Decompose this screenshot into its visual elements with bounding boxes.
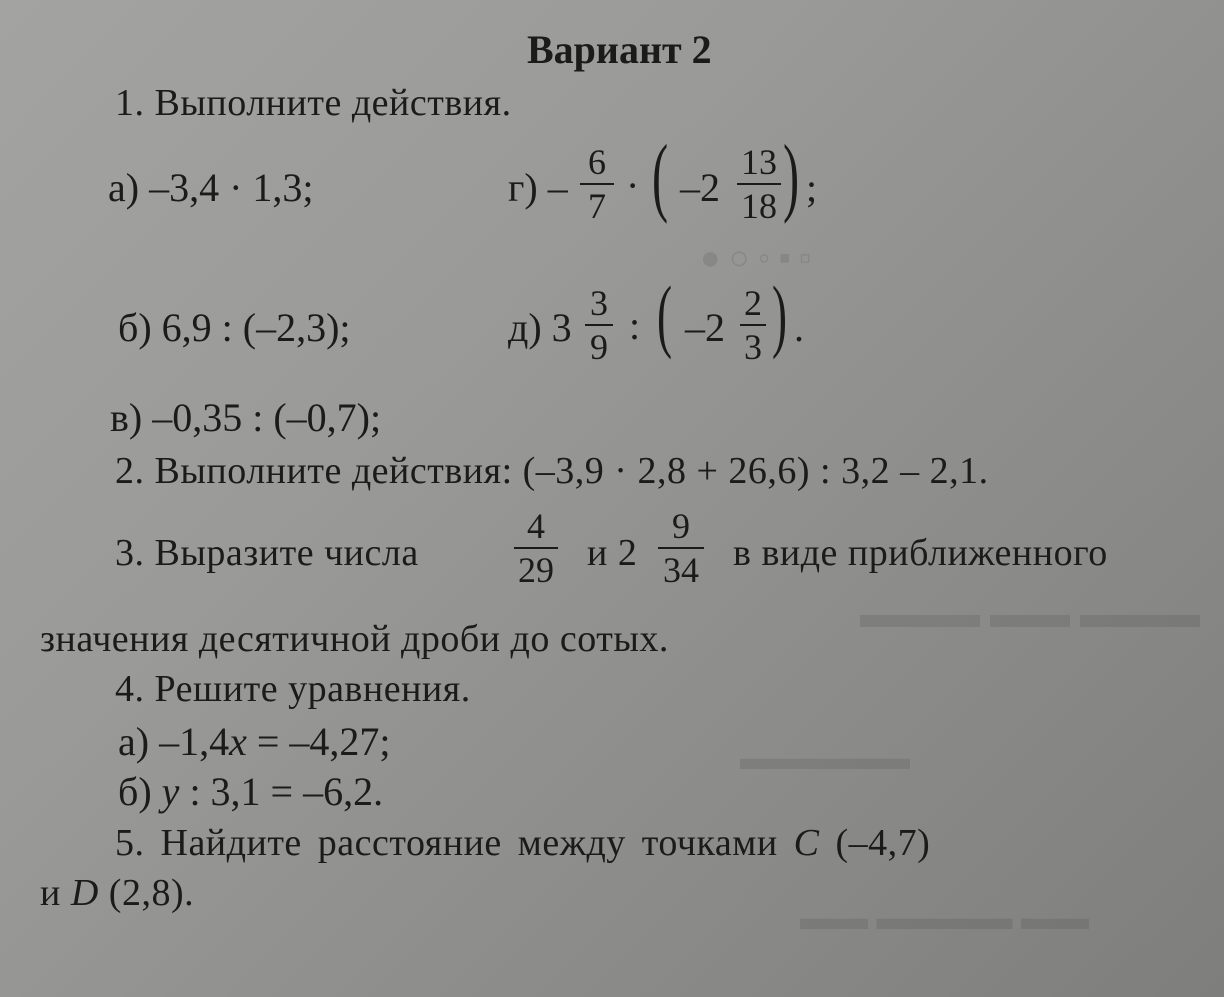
- fraction-numerator: 9: [672, 506, 690, 546]
- variable-y: y: [161, 769, 180, 814]
- multiply-sign: ·: [626, 163, 640, 208]
- task5-text-cont: и: [40, 872, 71, 914]
- task5-text: 5. Найдите расстояние между точками: [115, 822, 794, 864]
- bleed-through-text: ▬▬ ▬▬▬▬ ▬▬: [800, 900, 1089, 937]
- fraction-numerator: 3: [590, 283, 608, 323]
- fraction-bar: [585, 324, 613, 326]
- point-c: C: [793, 822, 820, 864]
- fraction-bar: [580, 183, 614, 185]
- fraction-denominator: 29: [518, 550, 554, 590]
- fraction-numerator: 4: [527, 506, 545, 546]
- fraction-bar: [514, 547, 558, 549]
- task4-equation-b: [118, 769, 384, 814]
- variable-x: x: [229, 719, 247, 764]
- fraction-denominator: 18: [741, 186, 777, 226]
- mixed-number-whole: –2: [680, 165, 720, 210]
- fraction-bar: [740, 324, 766, 326]
- task1-item-v: в) –0,35 : (–0,7);: [110, 395, 382, 440]
- task3-part1: 3. Выразите числа: [115, 532, 419, 574]
- task1-item-d-prefix: д) 3: [508, 305, 572, 350]
- bleed-through-text: ● ○ ◦ ▪ ▫: [700, 240, 812, 277]
- point-c-coords: (–4,7): [819, 822, 931, 864]
- task4-equation-a: [118, 719, 391, 764]
- fraction-numerator: 2: [744, 283, 762, 323]
- task2-text: 2. Выполните действия: (–3,9 · 2,8 + 26,6) : 3,2 – 2,1.: [115, 450, 989, 492]
- bleed-through-text: ▬▬▬ ▬▬ ▬▬▬: [860, 591, 1200, 636]
- fraction-denominator: 9: [590, 327, 608, 367]
- fraction: [514, 508, 558, 588]
- task3-mid: и 2: [587, 532, 638, 574]
- fraction-numerator: 13: [741, 142, 777, 182]
- task5-line1: [115, 824, 930, 862]
- fraction: [580, 144, 614, 224]
- left-parenthesis: (: [657, 269, 673, 360]
- fraction: [658, 508, 704, 588]
- task3-part2: в виде приближенного: [733, 532, 1108, 574]
- fraction: [737, 144, 781, 224]
- fraction: [740, 285, 766, 365]
- point-d-coords: (2,8).: [98, 872, 195, 914]
- task1-item-g-prefix: г) –: [508, 165, 568, 210]
- right-parenthesis: ): [783, 128, 800, 225]
- fraction-numerator: 6: [588, 142, 606, 182]
- fraction-bar: [658, 547, 704, 549]
- equation-a-left: а) –1,4: [118, 719, 230, 764]
- semicolon: ;: [806, 165, 818, 210]
- variant-title: Вариант 2: [527, 27, 712, 72]
- fraction: [585, 285, 613, 365]
- task1-heading: 1. Выполните действия.: [115, 82, 512, 124]
- fraction-denominator: 34: [663, 550, 699, 590]
- left-parenthesis: (: [652, 128, 669, 225]
- point-d: D: [70, 872, 99, 914]
- mixed-number-whole: –2: [685, 305, 725, 350]
- bleed-through-text: ▬▬▬▬▬: [740, 740, 910, 777]
- equation-a-right: = –4,27;: [246, 719, 391, 764]
- right-parenthesis: ): [772, 269, 788, 360]
- division-sign: :: [629, 303, 641, 348]
- task5-line2: [40, 874, 194, 912]
- task3-line2: значения десятичной дроби до сотых.: [40, 618, 669, 660]
- task1-item-a: а) –3,4 · 1,3;: [108, 165, 314, 210]
- fraction-denominator: 7: [588, 186, 606, 226]
- equation-b-right: : 3,1 = –6,2.: [179, 769, 384, 814]
- equation-b-label: б): [118, 769, 162, 814]
- fraction-bar: [737, 183, 781, 185]
- task1-item-b: б) 6,9 : (–2,3);: [118, 305, 351, 350]
- fraction-denominator: 3: [744, 327, 762, 367]
- task4-heading: 4. Решите уравнения.: [115, 668, 471, 710]
- period: .: [794, 305, 804, 350]
